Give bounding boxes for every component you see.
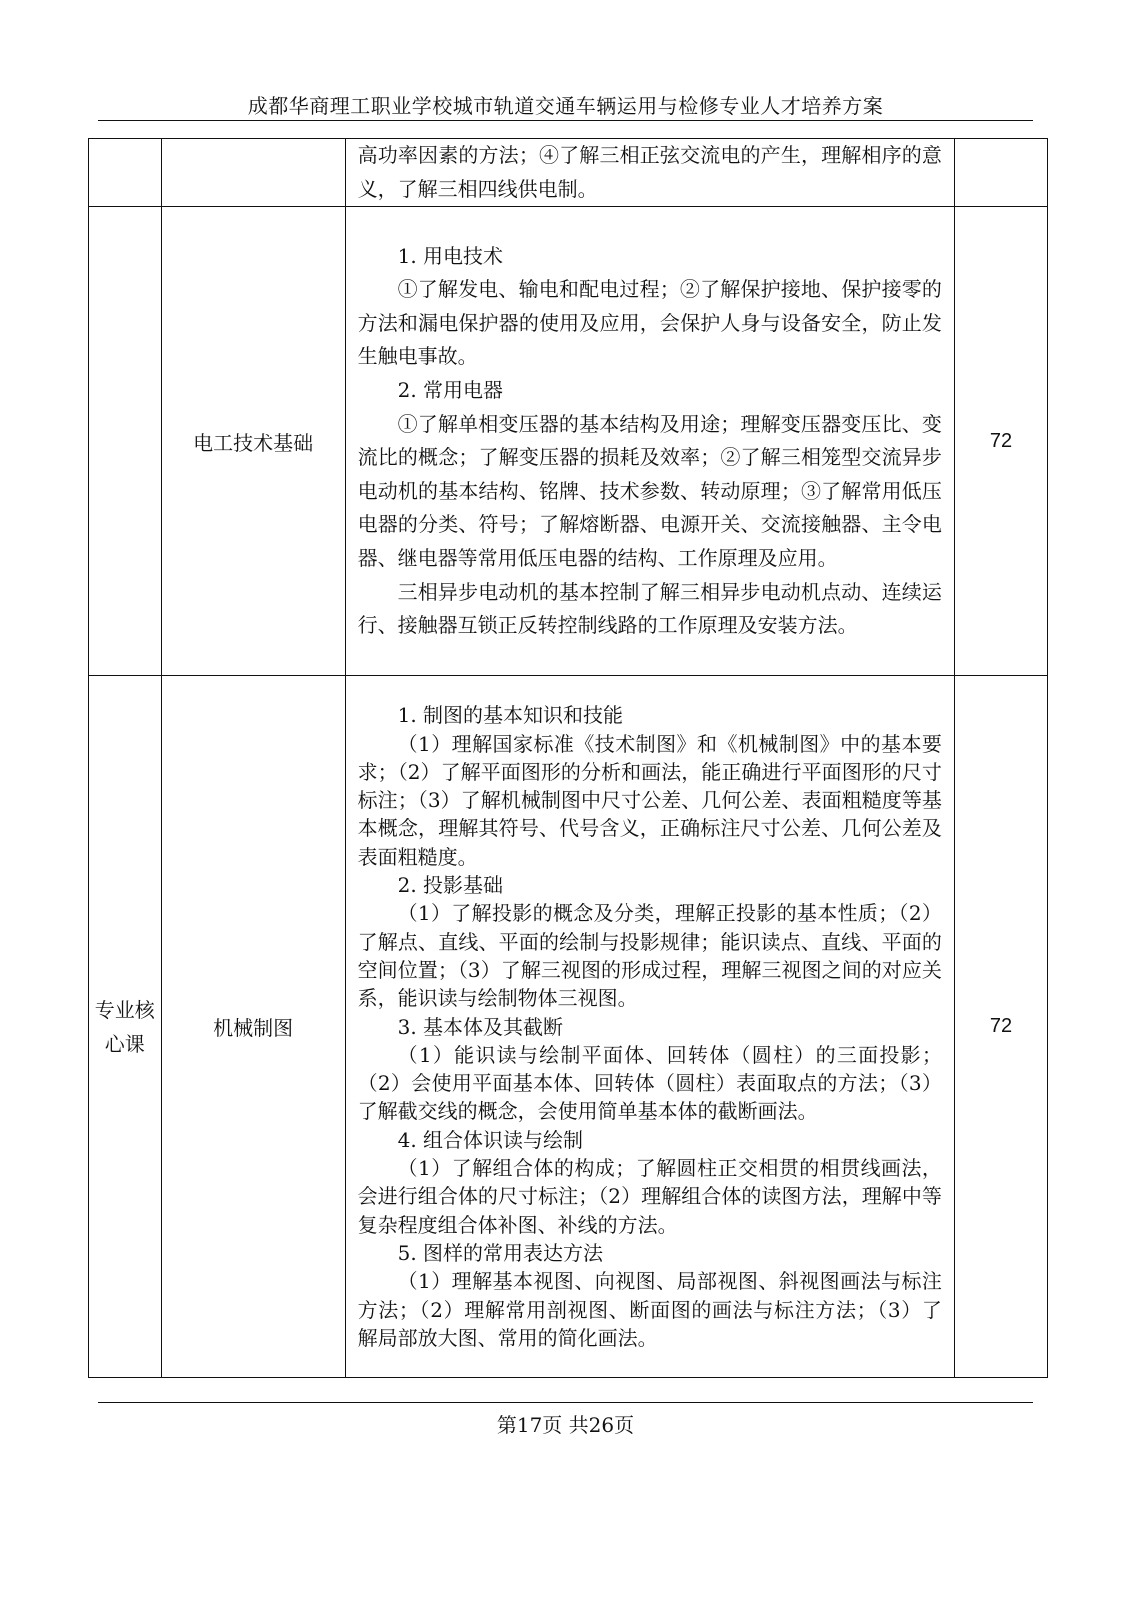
course-table — [88, 138, 1048, 1378]
category-cell — [89, 676, 162, 1378]
hours-cell — [954, 676, 1047, 1378]
table-row — [89, 139, 1048, 207]
page-number: 第17页 共26页 — [496, 1413, 635, 1437]
description-paragraph: 4. 组合体识读与绘制 — [397, 1127, 584, 1152]
course-hours: 72 — [989, 429, 1013, 452]
description-paragraph: （1）能识读与绘制平面体、回转体（圆柱）的三面投影；（2）会使用平面基本体、回转体（圆柱）表面取点的方法；（3）了解截交线的概念，会使用简单基本体的截断画法。 — [357, 1042, 942, 1124]
course-description — [346, 139, 954, 206]
description-paragraph: （1）了解投影的概念及分类，理解正投影的基本性质；（2）了解点、直线、平面的绘制与投影规律；能识读点、直线、平面的空间位置；（3）了解三视图的形成过程，理解三视图之间的对应关系，能识读与绘制物体三视图。 — [357, 901, 942, 1011]
course-name: 机械制图 — [213, 1016, 294, 1041]
hours-cell — [954, 207, 1047, 676]
course-hours: 72 — [989, 1015, 1013, 1038]
course-description-cell — [345, 676, 954, 1378]
course-name-cell — [161, 676, 345, 1378]
hours-cell — [954, 139, 1047, 207]
description-paragraph: 2. 常用电器 — [397, 378, 504, 402]
course-description — [346, 701, 954, 1352]
description-paragraph: ①了解单相变压器的基本结构及用途；理解变压器变压比、变流比的概念；了解变压器的损耗及效率；②了解三相笼型交流异步电动机的基本结构、铭牌、技术参数、转动原理；③了解常用低压电器的分类、符号；了解熔断器、电源开关、交流接触器、主令电器、继电器等常用低压电器的结构、工作原理及应用。 — [357, 411, 942, 570]
course-category: 专业核心课 — [94, 997, 155, 1056]
table-row — [89, 676, 1048, 1378]
description-paragraph: （1）理解国家标准《技术制图》和《机械制图》中的基本要求；（2）了解平面图形的分析和画法，能正确进行平面图形的尺寸标注；（3）了解机械制图中尺寸公差、几何公差、表面粗糙度等基本概念，理解其符号、代号含义，正确标注尺寸公差、几何公差及表面粗糙度。 — [357, 731, 942, 869]
course-description-cell — [345, 207, 954, 676]
course-description-cell — [345, 139, 954, 207]
header-divider — [98, 120, 1033, 121]
description-paragraph: （1）理解基本视图、向视图、局部视图、斜视图画法与标注方法；（2）理解常用剖视图、断面图的画法与标注方法；（3）了解局部放大图、常用的简化画法。 — [357, 1269, 942, 1350]
page-header-title: 成都华商理工职业学校城市轨道交通车辆运用与检修专业人才培养方案 — [247, 94, 884, 118]
course-name: 电工技术基础 — [193, 430, 314, 455]
description-paragraph: 5. 图样的常用表达方法 — [397, 1240, 604, 1265]
course-description — [346, 240, 954, 643]
description-paragraph: 3. 基本体及其截断 — [397, 1014, 564, 1039]
description-paragraph: 高功率因素的方法；④了解三相正弦交流电的产生，理解相序的意义，了解三相四线供电制。 — [357, 143, 942, 201]
description-paragraph: 1. 用电技术 — [397, 243, 504, 268]
category-cell — [89, 207, 162, 676]
course-name-cell — [161, 139, 345, 207]
description-paragraph: ①了解发电、输电和配电过程；②了解保护接地、保护接零的方法和漏电保护器的使用及应用，会保护人身与设备安全，防止发生触电事故。 — [357, 277, 942, 369]
course-name-cell — [161, 207, 345, 676]
category-cell — [89, 139, 162, 207]
table-row — [89, 207, 1048, 676]
footer-divider — [98, 1402, 1033, 1403]
description-paragraph: 2. 投影基础 — [397, 873, 504, 898]
description-paragraph: 1. 制图的基本知识和技能 — [397, 703, 624, 728]
description-paragraph: 三相异步电动机的基本控制了解三相异步电动机点动、连续运行、接触器互锁正反转控制线路的工作原理及安装方法。 — [357, 579, 942, 638]
description-paragraph: （1）了解组合体的构成；了解圆柱正交相贯的相贯线画法，会进行组合体的尺寸标注；（2）理解组合体的读图方法，理解中等复杂程度组合体补图、补线的方法。 — [357, 1156, 942, 1237]
